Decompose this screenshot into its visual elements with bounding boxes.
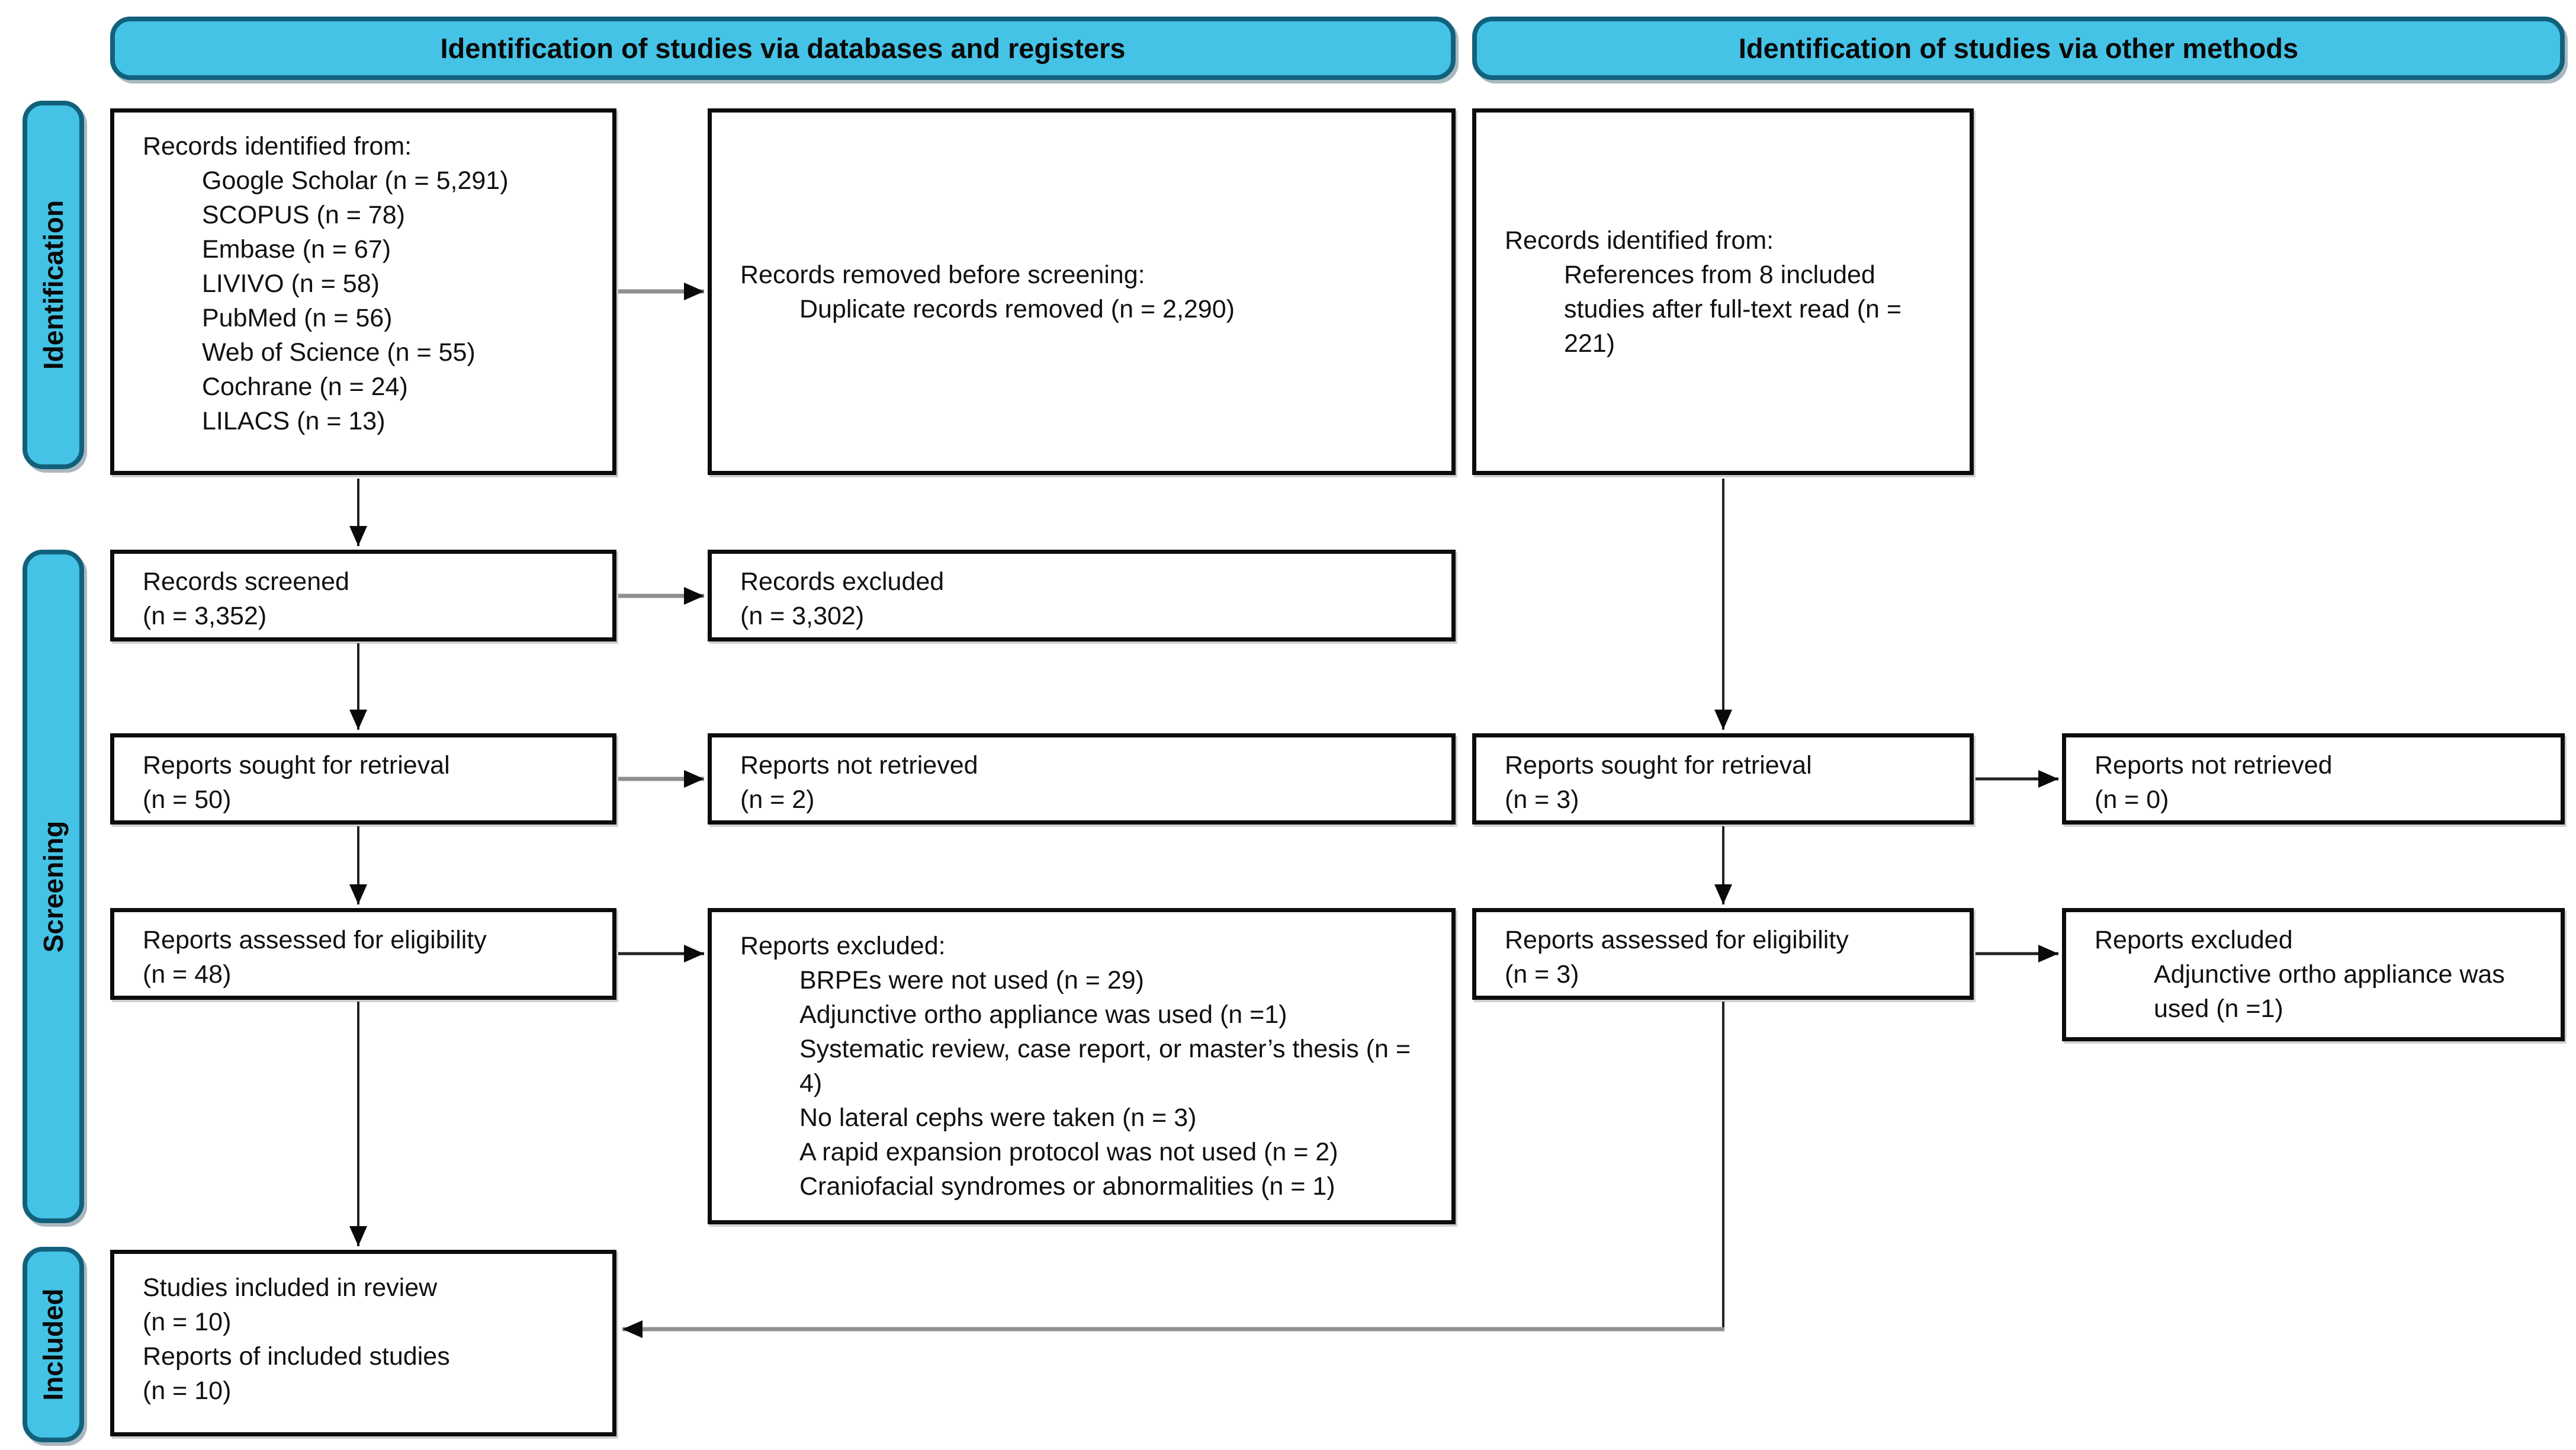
box-line: (n = 10) (143, 1377, 232, 1405)
box-line: Records excluded (740, 567, 945, 596)
header-databases-registers (110, 17, 1456, 80)
box-line: (n = 3,352) (143, 602, 267, 630)
source-item: LILACS (n = 13) (202, 407, 386, 435)
box-title: Reports excluded (2095, 926, 2293, 954)
box-line: (n = 3,302) (740, 602, 865, 630)
box-reports-sought-other (1472, 733, 1974, 825)
box-line: (n = 50) (143, 785, 232, 814)
phase-included-label: Included (38, 1288, 69, 1401)
exclusion-item: BRPEs were not used (n = 29) (799, 966, 1144, 995)
exclusion-item: Adjunctive ortho appliance was used (n =1) (799, 1000, 1287, 1029)
box-studies-included (110, 1250, 616, 1436)
box-line: Studies included in review (143, 1273, 438, 1302)
box-records-identified-other (1472, 108, 1974, 475)
phase-screening (23, 550, 84, 1223)
header-other-methods (1472, 17, 2565, 80)
box-line: Reports sought for retrieval (1505, 751, 1812, 779)
box-line: Records screened (143, 567, 349, 596)
box-records-excluded (708, 550, 1456, 641)
box-records-identified-databases (110, 108, 616, 475)
removal-item: Duplicate records removed (n = 2,290) (799, 294, 1235, 323)
box-reports-assessed-databases (110, 908, 616, 1000)
box-reports-excluded-other (2062, 908, 2565, 1041)
box-line: (n = 2) (740, 785, 815, 814)
exclusion-item: No lateral cephs were taken (n = 3) (799, 1103, 1197, 1132)
box-line: Reports not retrieved (740, 751, 978, 779)
box-line: Reports assessed for eligibility (143, 926, 487, 954)
box-reports-not-retrieved-databases (708, 733, 1456, 825)
box-reports-sought-databases (110, 733, 616, 825)
box-reports-assessed-other (1472, 908, 1974, 1000)
box-line: Reports not retrieved (2095, 751, 2333, 779)
exclusion-item: A rapid expansion protocol was not used (n = 2) (799, 1138, 1338, 1166)
box-records-removed (708, 108, 1456, 475)
box-records-screened (110, 550, 616, 641)
source-item: SCOPUS (n = 78) (202, 201, 405, 229)
box-reports-excluded-databases (708, 908, 1456, 1224)
source-item: Google Scholar (n = 5,291) (202, 166, 509, 195)
box-line: Reports sought for retrieval (143, 751, 450, 779)
box-title: Records identified from: (143, 132, 412, 161)
source-item: LIVIVO (n = 58) (202, 270, 380, 298)
box-line: (n = 48) (143, 960, 232, 989)
exclusion-item: Adjunctive ortho appliance was used (n =1) (2154, 960, 2505, 1023)
box-title: Reports excluded: (740, 932, 946, 960)
header-other-label: Identification of studies via other methods (1738, 33, 2299, 64)
box-line: (n = 3) (1505, 785, 1579, 814)
source-item: References from 8 included studies after full-text read (n = 221) (1564, 260, 1902, 358)
phase-identification-label: Identification (38, 200, 69, 370)
box-title: Records identified from: (1505, 226, 1774, 255)
exclusion-item: Systematic review, case report, or master’s thesis (n = 4) (799, 1035, 1411, 1098)
phase-included (23, 1247, 84, 1442)
exclusion-item: Craniofacial syndromes or abnormalities (n = 1) (799, 1172, 1335, 1201)
phase-screening-label: Screening (38, 820, 69, 952)
source-item: Embase (n = 67) (202, 235, 391, 264)
source-item: Web of Science (n = 55) (202, 338, 476, 367)
box-title: Records removed before screening: (740, 260, 1145, 289)
box-line: (n = 10) (143, 1308, 232, 1336)
header-databases-label: Identification of studies via databases and registers (440, 33, 1126, 64)
source-item: PubMed (n = 56) (202, 304, 393, 332)
phase-identification (23, 101, 84, 469)
source-item: Cochrane (n = 24) (202, 373, 408, 401)
box-line: (n = 3) (1505, 960, 1579, 989)
box-line: Reports of included studies (143, 1342, 450, 1371)
box-line: (n = 0) (2095, 785, 2169, 814)
box-line: Reports assessed for eligibility (1505, 926, 1849, 954)
box-reports-not-retrieved-other (2062, 733, 2565, 825)
